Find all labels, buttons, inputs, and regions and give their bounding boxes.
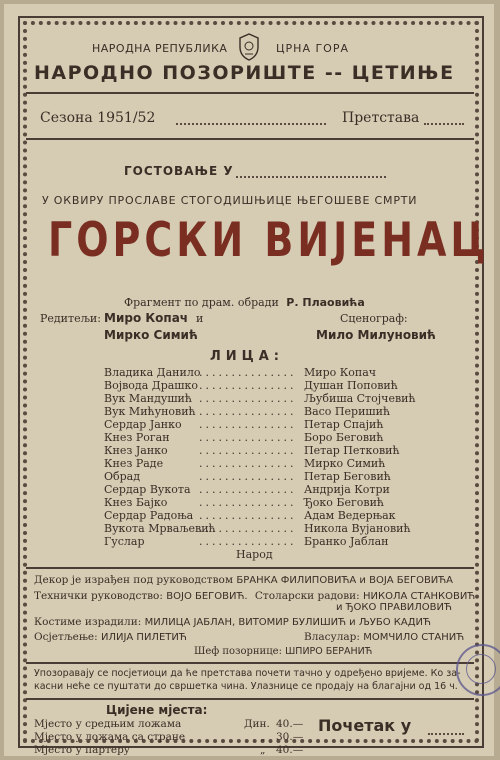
costumes-line: [34, 616, 431, 628]
cast-role: Сердар Вукота: [104, 483, 191, 496]
carpentry-name-1: НИКОЛА СТАНКОВИЋ: [363, 591, 476, 602]
price-currency: „: [260, 731, 266, 743]
start-time-label: Почетак у: [318, 716, 412, 735]
fragment-text: [124, 296, 365, 309]
director-2: Мирко Симић: [104, 328, 198, 342]
price-value: 40.—: [276, 718, 304, 730]
lighting-line: [34, 631, 187, 643]
divider: [26, 662, 474, 664]
cast-dots: ...............: [199, 418, 297, 431]
cast-role: Вукота Мрваљевић: [104, 522, 216, 535]
divider: [26, 92, 474, 94]
poster: [4, 4, 494, 756]
cast-actor: Васо Перишић: [304, 405, 391, 418]
adaptation-author: Р. Плаовића: [286, 296, 365, 309]
cast-actor: Ђоко Беговић: [304, 496, 384, 509]
show-blank: [424, 123, 464, 125]
chief-line: [194, 646, 372, 657]
cast-actor: Адам Ведерњак: [304, 509, 396, 522]
cast-actor: Петар Петковић: [304, 444, 400, 457]
prices-heading: Цијене мјеста:: [106, 703, 208, 717]
season-label: Сезона 1951/52: [40, 110, 156, 126]
divider: [26, 567, 474, 569]
cast-role: Вук Мићуновић: [104, 405, 196, 418]
chief-label: Шеф позорнице:: [194, 646, 282, 657]
cast-role: Сердар Јанко: [104, 418, 182, 431]
start-time-blank: [428, 733, 464, 735]
hair-name: МОМЧИЛО СТАНИЋ: [363, 632, 465, 643]
cast-actor: Петар Спајић: [304, 418, 384, 431]
header-region: ЦРНА ГОРА: [276, 42, 349, 55]
cast-role: Вук Мандушић: [104, 392, 192, 405]
price-value: 30.—: [276, 731, 304, 743]
divider: [26, 138, 474, 140]
cast-role: Војвода Драшко: [104, 379, 199, 392]
cast-actor: Мирко Симић: [304, 457, 386, 470]
stamp-icon: [456, 644, 500, 696]
fragment-label: Фрагмент по драм. обради: [124, 296, 279, 309]
tech-line: [34, 590, 475, 602]
cast-dots: ...............: [199, 509, 297, 522]
cast-dots: ...............: [199, 457, 297, 470]
cast-role: Обрад: [104, 470, 141, 483]
cast-dots: ...............: [199, 366, 297, 379]
costumes-label: Костиме израдили:: [34, 616, 142, 628]
cast-dots: ...............: [199, 405, 297, 418]
decor-names: БРАНКА ФИЛИПОВИЋА и ВОЈА БЕГОВИЋА: [236, 575, 453, 586]
coat-of-arms-icon: [236, 32, 262, 62]
tech-label: Технички руководство:: [34, 590, 163, 602]
cast-role: Владика Данило: [104, 366, 201, 379]
lighting-label: Осјетљење:: [34, 631, 98, 643]
cast-actor: Миро Копач: [304, 366, 377, 379]
price-value: 40.—: [276, 744, 304, 756]
price-row: [34, 718, 181, 730]
price-label: Мјесто у партеру: [34, 744, 130, 756]
chief-name: ШПИРО БЕРАНИЋ: [285, 646, 373, 657]
season-blank: [176, 123, 326, 125]
people-label: Народ: [236, 548, 273, 561]
costumes-names: МИЛИЦА ЈАБЛАН, ВИТОМИР БУЛИШИЋ и ЉУБО КАДИЋ: [144, 617, 431, 628]
carpentry-label: Столарски радови:: [254, 590, 360, 602]
cast-dots: ...............: [199, 431, 297, 444]
cast-actor: Бранко Јаблан: [304, 535, 389, 548]
hair-line: [304, 631, 464, 643]
lighting-name: ИЛИЈА ПИЛЕТИЋ: [100, 632, 187, 643]
price-currency: „: [260, 744, 266, 756]
show-label: Претстава: [342, 110, 420, 126]
cast-heading: ЛИЦА:: [210, 349, 284, 364]
price-row: [34, 731, 185, 743]
cast-actor: Душан Поповић: [304, 379, 398, 392]
cast-dots: ...............: [199, 535, 297, 548]
play-title: ГОРСКИ ВИЈЕНАЦ: [48, 212, 490, 267]
price-label: Мјесто у ложама са стране: [34, 731, 186, 743]
notice-line-2: касни неће се пуштати до свршетка чина. Улазнице се продају на благајни од 16 ч.: [34, 681, 458, 692]
cast-role: Кнез Бајко: [104, 496, 168, 509]
guest-blank: [236, 176, 386, 178]
cast-dots: ...............: [199, 470, 297, 483]
cast-role: Сердар Радоња: [104, 509, 194, 522]
cast-role: Кнез Роган: [104, 431, 170, 444]
cast-dots: ...............: [199, 483, 297, 496]
notice-line-1: Упозоравају се посјетиоци да ће претстава почети тачно у одређено вријеме. Ко за-: [34, 668, 461, 679]
price-row: [34, 744, 130, 756]
set-designer: Мило Милуновић: [316, 328, 436, 342]
cast-dots: ...............: [199, 522, 297, 535]
directors-and: и: [196, 312, 204, 325]
hair-label: Власулар:: [304, 631, 360, 643]
cast-dots: ...............: [199, 392, 297, 405]
cast-role: Кнез Раде: [104, 457, 164, 470]
cast-actor: Боро Беговић: [304, 431, 384, 444]
decor-line: [34, 574, 453, 586]
price-currency: Дин.: [244, 718, 270, 730]
director-1: Миро Копач: [104, 311, 189, 325]
designer-label: Сценограф:: [340, 312, 408, 325]
cast-dots: ...............: [199, 496, 297, 509]
guest-performance: ГОСТОВАЊЕ У: [124, 164, 234, 178]
tech-name: ВОЈО БЕГОВИЋ.: [166, 591, 248, 602]
cast-dots: ...............: [199, 379, 297, 392]
decor-label: Декор је израђен под руководством: [34, 574, 233, 586]
header-republic: НАРОДНА РЕПУБЛИКА: [92, 42, 228, 55]
price-label: Мјесто у средњим ложама: [34, 718, 182, 730]
cast-role: Гуслар: [104, 535, 145, 548]
directors-label: Редитељи:: [40, 312, 101, 325]
cast-actor: Андрија Котри: [304, 483, 390, 496]
cast-actor: Љубиша Стојчевић: [304, 392, 416, 405]
occasion: У ОКВИРУ ПРОСЛАВЕ СТОГОДИШЊИЦЕ ЊЕГОШЕВЕ СМРТИ: [42, 194, 418, 207]
carpentry-name-2: и ЂОКО ПРАВИЛОВИЋ: [336, 602, 452, 613]
cast-role: Кнез Јанко: [104, 444, 168, 457]
cast-actor: Петар Беговић: [304, 470, 391, 483]
theatre-name: НАРОДНО ПОЗОРИШТЕ -- ЦЕТИЊЕ: [34, 62, 455, 84]
divider: [26, 698, 474, 700]
cast-dots: ...............: [199, 444, 297, 457]
cast-actor: Никола Вујановић: [304, 522, 411, 535]
